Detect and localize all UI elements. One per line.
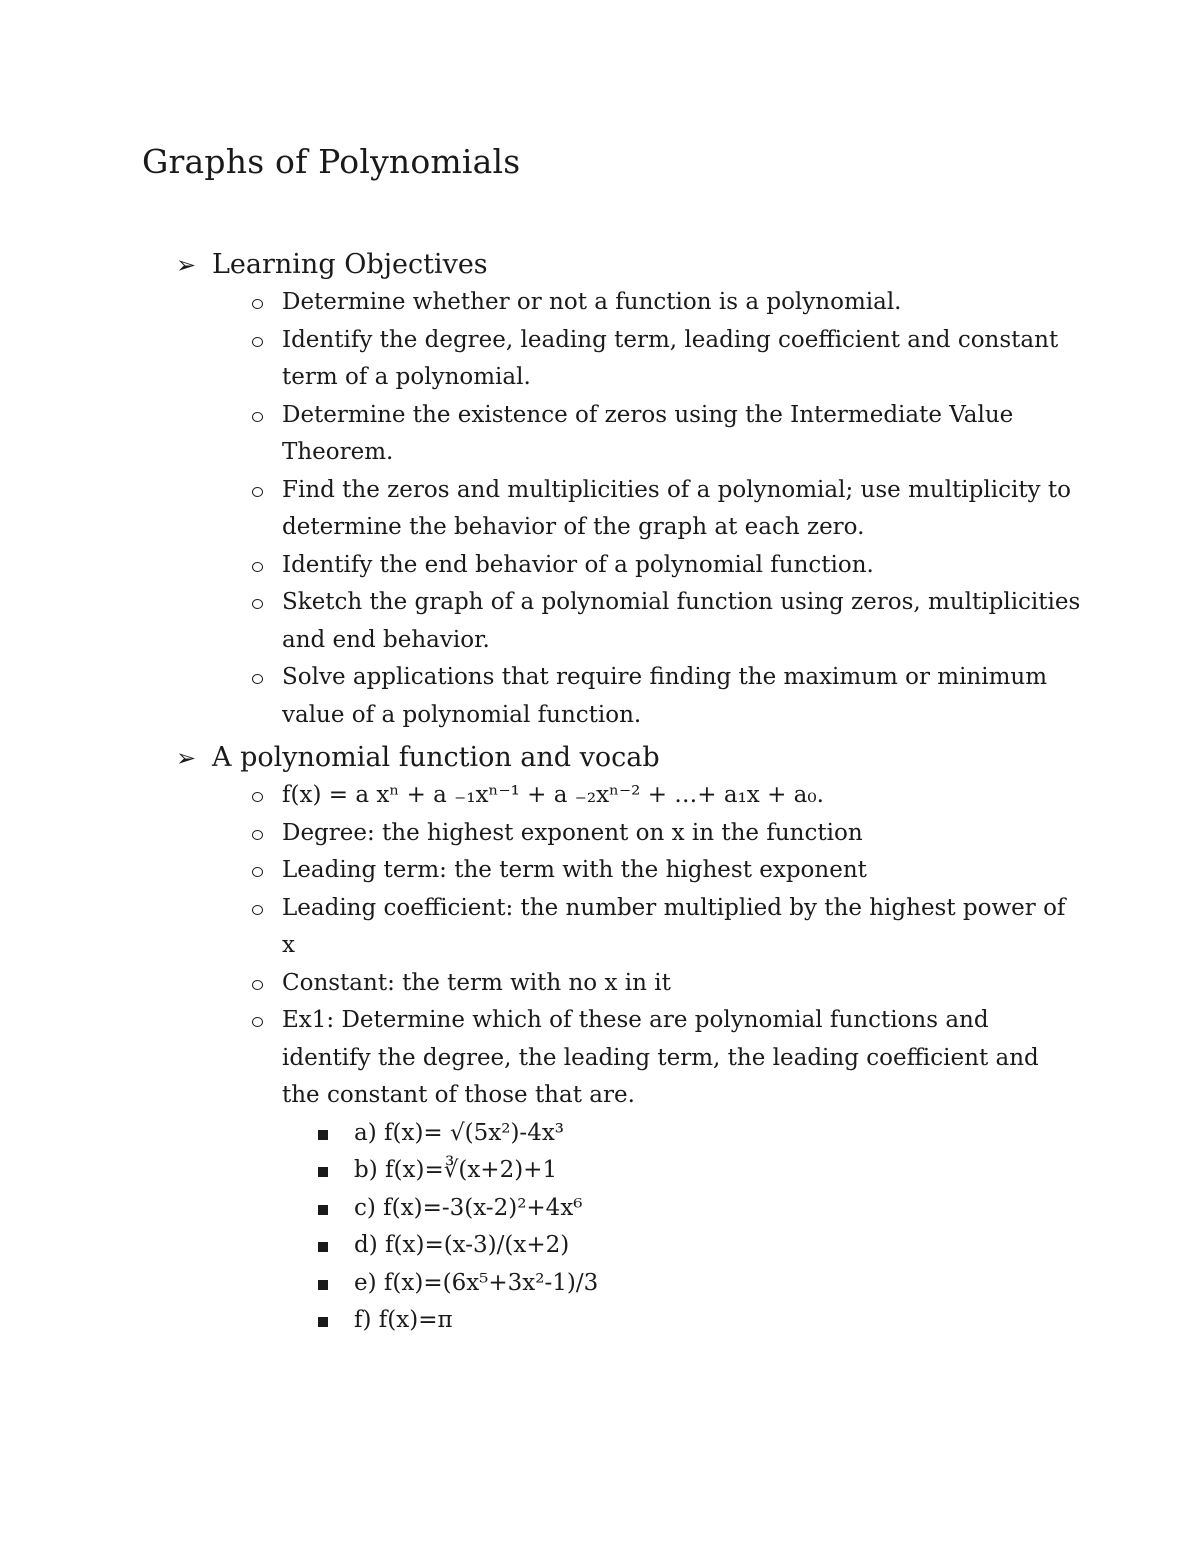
sublist-item-text: f) f(x)=π — [354, 1307, 453, 1333]
sublist-item-text: c) f(x)=-3(x-2)²+4x⁶ — [354, 1194, 583, 1221]
sublist-item — [282, 1265, 1054, 1303]
section-heading-text: A polynomial function and vocab — [212, 742, 660, 773]
square-bullet-icon — [318, 1242, 328, 1252]
list-item-text: Identify the end behavior of a polynomial function. — [282, 551, 874, 578]
list-item-text: Solve applications that require finding the maximum or minimum value of a polynomial function. — [282, 664, 1048, 728]
sublist-item — [282, 1190, 1054, 1228]
list-item-text: Determine the existence of zeros using the Intermediate Value Theorem. — [282, 401, 1014, 465]
list-item — [150, 1002, 1082, 1340]
list-item-text: Constant: the term with no x in it — [282, 969, 671, 996]
list-item — [150, 890, 1082, 965]
square-bullet-icon — [318, 1280, 328, 1290]
polynomial-formula: f(x) = a xⁿ + a ₋₁xⁿ⁻¹ + a ₋₂xⁿ⁻² + …+ a₁x + a₀. — [282, 782, 824, 808]
section-heading-text: Learning Objectives — [212, 249, 488, 280]
circle-bullet-icon — [252, 599, 263, 609]
sublist-item — [282, 1302, 1054, 1340]
sublist-item — [282, 1115, 1054, 1153]
list-item — [150, 397, 1082, 472]
square-bullet-icon — [318, 1317, 328, 1327]
list-item-text: Find the zeros and multiplicities of a polynomial; use multiplicity to determine the behavior of the graph at each zero. — [282, 476, 1071, 540]
sublist-item-text: b) f(x)=∛(x+2)+1 — [354, 1157, 558, 1183]
circle-bullet-icon — [252, 487, 263, 497]
list-item — [150, 777, 1082, 815]
list-item — [150, 852, 1082, 890]
list-item — [150, 965, 1082, 1003]
section-heading — [150, 739, 1110, 777]
circle-bullet-icon — [252, 792, 263, 802]
square-bullet-icon — [318, 1130, 328, 1140]
section-polynomial-vocab — [150, 739, 1110, 1340]
objectives-list — [150, 284, 1110, 734]
circle-bullet-icon — [252, 674, 263, 684]
list-item — [150, 659, 1082, 734]
section-learning-objectives — [150, 246, 1110, 734]
vocab-list — [150, 777, 1110, 1340]
list-item-text: Sketch the graph of a polynomial function using zeros, multiplicities and end behavior. — [282, 589, 1081, 653]
sublist-item — [282, 1152, 1054, 1190]
list-item — [150, 547, 1082, 585]
list-item-text: Ex1: Determine which of these are polynomial functions and identify the degree, the leading term, the leading coefficient and the constant of those that are. — [282, 1007, 1039, 1108]
circle-bullet-icon — [252, 867, 263, 877]
circle-bullet-icon — [252, 905, 263, 915]
list-item — [150, 284, 1082, 322]
arrow-bullet-icon: ➢ — [176, 251, 197, 279]
list-item-text: Degree: the highest exponent on x in the function — [282, 819, 863, 846]
sublist-item — [282, 1227, 1054, 1265]
sublist-item-text: d) f(x)=(x-3)/(x+2) — [354, 1232, 570, 1258]
circle-bullet-icon — [252, 830, 263, 840]
list-item — [150, 472, 1082, 547]
page-title: Graphs of Polynomials — [142, 142, 521, 181]
list-item — [150, 322, 1082, 397]
example-sublist — [282, 1115, 1082, 1340]
list-item-text: Leading coefficient: the number multiplied by the highest power of x — [282, 894, 1066, 958]
list-item-text: Determine whether or not a function is a polynomial. — [282, 289, 902, 315]
list-item — [150, 584, 1082, 659]
sublist-item-text: a) f(x)= √(5x²)-4x³ — [354, 1119, 565, 1146]
square-bullet-icon — [318, 1205, 328, 1215]
list-item-text: Identify the degree, leading term, leading coefficient and constant term of a polynomial. — [282, 326, 1059, 390]
sublist-item-text: e) f(x)=(6x⁵+3x²-1)/3 — [354, 1269, 599, 1296]
circle-bullet-icon — [252, 562, 263, 572]
list-item — [150, 815, 1082, 853]
square-bullet-icon — [318, 1167, 328, 1177]
circle-bullet-icon — [252, 1017, 263, 1027]
circle-bullet-icon — [252, 412, 263, 422]
circle-bullet-icon — [252, 299, 263, 309]
arrow-bullet-icon: ➢ — [176, 744, 197, 772]
circle-bullet-icon — [252, 980, 263, 990]
list-item-text: Leading term: the term with the highest exponent — [282, 857, 867, 883]
circle-bullet-icon — [252, 337, 263, 347]
section-heading — [150, 246, 1110, 284]
